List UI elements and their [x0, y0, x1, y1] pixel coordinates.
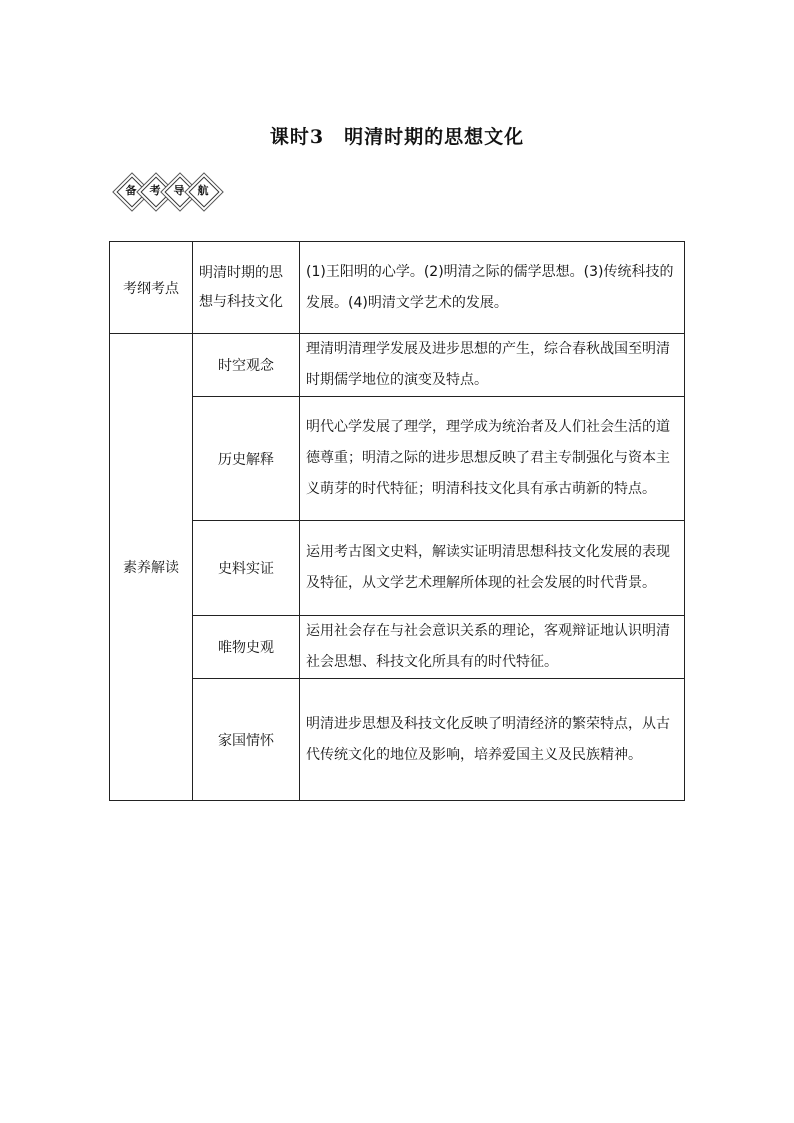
topic-cell: 明清时期的思想与科技文化 [193, 242, 300, 334]
badge-char: 航 [197, 184, 209, 197]
table-row [110, 397, 685, 521]
aspect-cell: 时空观念 [193, 334, 300, 397]
badge-char: 备 [125, 184, 137, 197]
badge-char: 考 [149, 184, 161, 197]
content-cell: 明代心学发展了理学，理学成为统治者及人们社会生活的道德尊重；明清之际的进步思想反映了君主专制强化与资本主义萌芽的时代特征；明清科技文化具有承古萌新的特点。 [300, 397, 685, 521]
content-cell: 运用社会存在与社会意识关系的理论，客观辩证地认识明清社会思想、科技文化所具有的时代特征。 [300, 616, 685, 679]
category-cell: 素养解读 [110, 334, 193, 801]
table-row [110, 521, 685, 616]
table-row [110, 679, 685, 801]
aspect-cell: 家国情怀 [193, 679, 300, 801]
aspect-cell: 史料实证 [193, 521, 300, 616]
content-cell: 运用考古图文史料，解读实证明清思想科技文化发展的表现及特征，从文学艺术理解所体现的社会发展的时代背景。 [300, 521, 685, 616]
table-row [110, 334, 685, 397]
content-cell: 明清进步思想及科技文化反映了明清经济的繁荣特点，从古代传统文化的地位及影响，培养爱国主义及民族精神。 [300, 679, 685, 801]
section-badge-group [116, 176, 212, 208]
section-badge [188, 176, 218, 206]
aspect-cell: 历史解释 [193, 397, 300, 521]
category-cell: 考纲考点 [110, 242, 193, 334]
aspect-cell: 唯物史观 [193, 616, 300, 679]
content-cell: (1)王阳明的心学。(2)明清之际的儒学思想。(3)传统科技的发展。(4)明清文学艺术的发展。 [300, 242, 685, 334]
content-cell: 理清明清理学发展及进步思想的产生，综合春秋战国至明清时期儒学地位的演变及特点。 [300, 334, 685, 397]
page-title: 课时3 明清时期的思想文化 [269, 126, 525, 148]
table-row [110, 616, 685, 679]
table-row-outline [110, 242, 685, 334]
study-guide-table [109, 241, 685, 801]
badge-char: 导 [173, 184, 185, 197]
